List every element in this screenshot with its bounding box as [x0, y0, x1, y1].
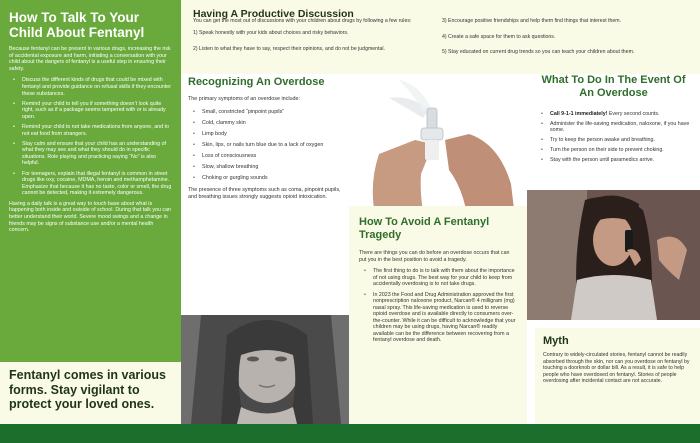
- recognizing-intro: The primary symptoms of an overdose include:: [188, 96, 301, 102]
- symptoms-list: [193, 109, 342, 182]
- avoid-title: How To Avoid A Fentanyl Tragedy: [359, 216, 490, 241]
- tip-item: 5) Stay educated on current drug trends so you can teach your children about them.: [442, 49, 635, 55]
- footer-stripe: [0, 424, 700, 443]
- myth-title: Myth: [543, 335, 569, 347]
- avoid-intro: There are things you can do before an overdose occurs that can put you in the best position to avoid a tragedy.: [359, 250, 510, 263]
- list-item: • Remind your child to not take medications from anyone, and to not eat food from strangers.: [13, 124, 172, 137]
- tip-item: 4) Create a safe space for them to ask questions.: [442, 33, 556, 40]
- recognizing-overdose-section: [181, 74, 349, 316]
- list-item: • Small, constricted “pinpoint pupils”: [193, 109, 342, 116]
- productive-title: Having A Productive Discussion: [193, 8, 354, 20]
- call-911-rest: Every second counts.: [607, 111, 660, 117]
- intro-paragraph: Because fentanyl can be present in various drugs, increasing the risk of accidental exposure and harm, initiating a conversation with your child about the dangers of fentanyl is a useful step in ensuring their safety.: [9, 46, 171, 72]
- list-item: • Slow, shallow breathing: [193, 164, 342, 171]
- call-911-strong: Call 9-1-1 immediately!: [550, 111, 608, 117]
- woman-on-phone-illustration: [527, 190, 700, 320]
- myth-text: Contrary to widely-circulated stories, fentanyl cannot be readily absorbed through the skin, nor can you overdose on fentanyl by touching a doorknob or dollar bill. As a result, it is safe to help people who have overdosed on fentanyl. Stories of people overdosing after incidental contact are not accurate.: [543, 352, 690, 385]
- teen-illustration: [181, 315, 349, 424]
- list-item: • Discuss the different kinds of drugs that could be mixed with fentanyl and provide guidance on refusal skills if they encounter these substances.: [13, 77, 172, 97]
- list-item: • Skin, lips, or nails turn blue due to a lack of oxygen: [193, 142, 342, 149]
- intro-title: How To Talk To Your Child About Fentanyl: [9, 10, 145, 40]
- list-item: • In 2023 the Food and Drug Administration approved the first nonprescription naloxone product, Narcan® 4 milligram (mg) nasal spray. This life-saving medication is used to reverse opioid overdose and is available directly to consumers over-the-counter. While it can be difficult to acknowledge that your children may be using drugs, having Narcan® readily available can be the difference between recovering from a fentanyl overdose and death.: [364, 292, 517, 344]
- avoid-tragedy-section: [349, 206, 527, 424]
- worried-woman-photo: [527, 190, 700, 320]
- list-item: • Turn the person on their side to prevent choking.: [541, 147, 694, 154]
- recognizing-note: The presence of three symptoms such as coma, pinpoint pupils, and breathing issues strongly suggests opioid intoxication.: [188, 187, 341, 200]
- list-item: • Remind your child to tell you if something doesn’t look quite right, such as if a package seems tampered with or is already open.: [13, 101, 172, 121]
- list-item: • For teenagers, explain that illegal fentanyl is common in street drugs like oxy, cocaine, MDMA, heroin and methamphetamine. Emphasize that because it has no taste, color or smell, the drug cannot be detected, making it extremely dangerous.: [13, 171, 172, 197]
- what-to-do-section: [527, 74, 700, 190]
- recognizing-title: Recognizing An Overdose: [188, 76, 325, 88]
- avoid-list: [364, 268, 517, 344]
- list-item: • Cold, clammy skin: [193, 120, 342, 127]
- what-to-do-title: What To Do In The Event Of An Overdose: [541, 74, 686, 99]
- tip-item: 2) Listen to what they have to say, respect their opinions, and do not be judgmental.: [193, 45, 385, 52]
- list-item: • Choking or gurgling sounds: [193, 175, 342, 182]
- vigilance-callout: [0, 362, 181, 424]
- list-item: • Limp body: [193, 131, 342, 138]
- productive-discussion-banner: [181, 0, 700, 74]
- list-item: • Administer the life-saving medication, naloxone, if you have some.: [541, 121, 694, 134]
- list-item: • The first thing to do is to talk with them about the importance of not using drugs. The best way for your child to keep from accidentally overdosing is to not take drugs.: [364, 268, 517, 288]
- list-item: • Loss of consciousness: [193, 153, 342, 160]
- tip-item: 1) Speak honestly with your kids about choices and risky behaviors.: [193, 30, 349, 36]
- list-item: • Stay with the person until paramedics arrive.: [541, 157, 694, 164]
- myth-section: [535, 328, 700, 424]
- tips-right-column: [442, 18, 692, 65]
- tips-left-column: [193, 30, 443, 61]
- list-item: • Try to keep the person awake and breathing.: [541, 137, 694, 144]
- list-item: • Stay calm and ensure that your child has an understanding of what they may see and what they should do in specific situations. Role playing and practicing saying “No” is also helpful.: [13, 141, 172, 167]
- intro-panel: [0, 0, 181, 362]
- productive-intro: You can get the most out of discussions with your children about drugs by following a few rules:: [193, 18, 412, 24]
- tip-item: 3) Encourage positive friendships and help them find things that interest them.: [442, 18, 622, 24]
- callout-text: Fentanyl comes in various forms. Stay vigilant to protect your loved ones.: [9, 368, 166, 411]
- talk-tips-list: [13, 77, 172, 197]
- daily-talk-paragraph: Having a daily talk is a great way to touch base about what is happening both inside and outside of school. During that talk you can better understand their world. Severe mood swings and a change in friends may be signs of substance use and/or a mental health concern.: [9, 200, 171, 234]
- distressed-teen-photo: [181, 315, 349, 424]
- response-steps-list: [541, 111, 694, 164]
- list-item: [541, 111, 694, 118]
